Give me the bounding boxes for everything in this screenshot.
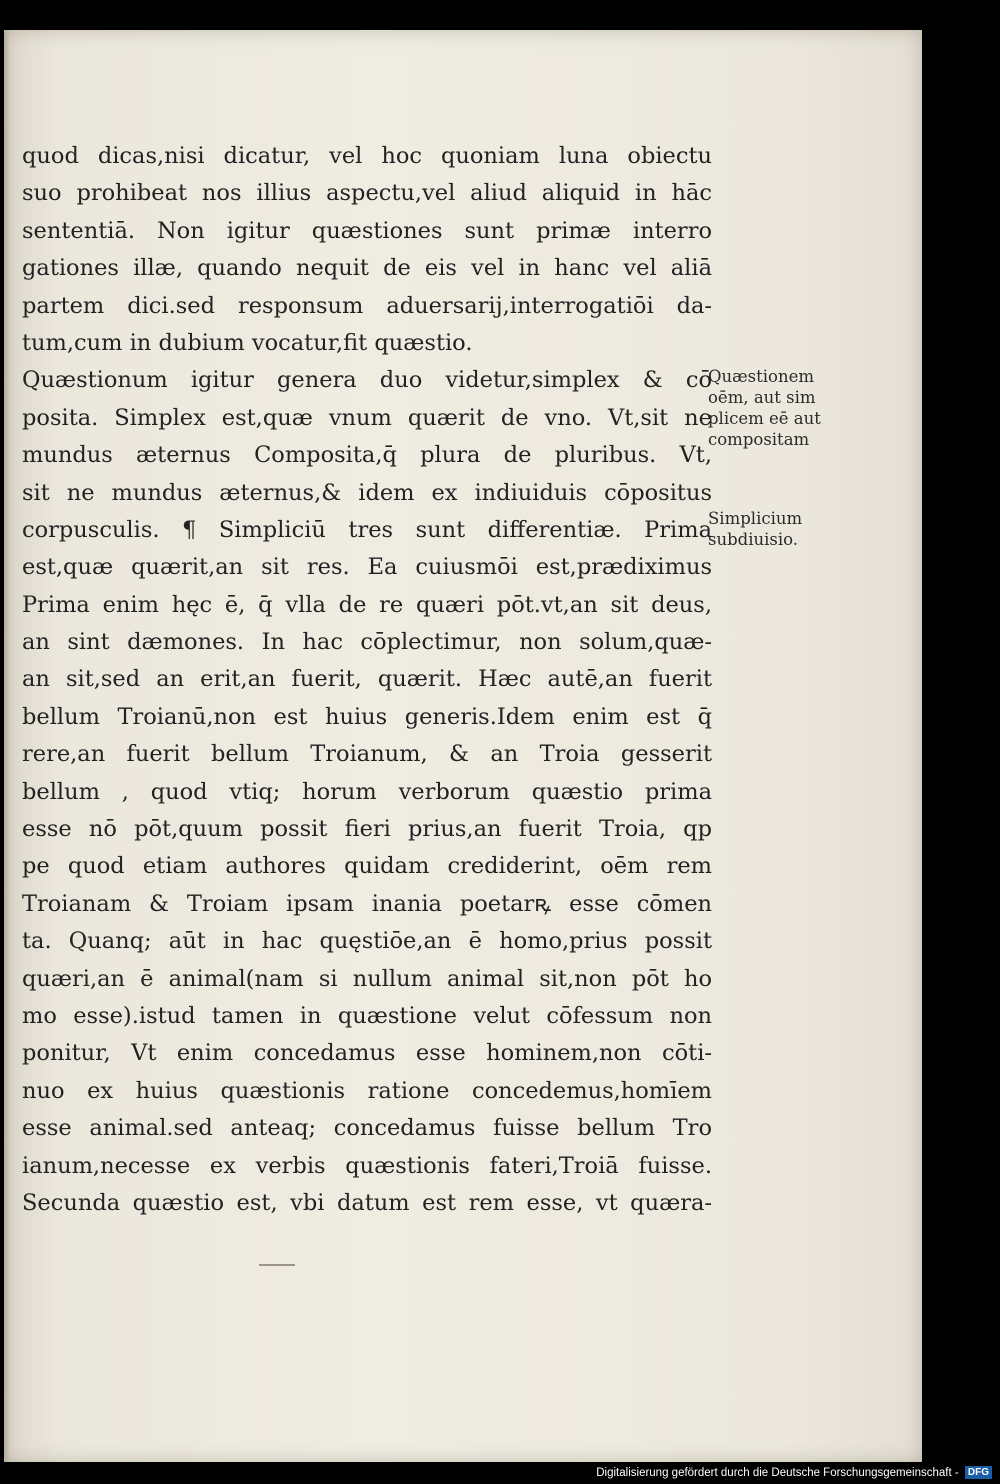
text-line: sit ne mundus æternus,& idem ex indiuiduis cōpositus [22, 479, 712, 506]
text-line: ianum,necesse ex verbis quæstionis fateri,Troiā fuisse. [22, 1152, 712, 1179]
text-line: esse animal.sed anteaq; concedamus fuisse bellum Tro [22, 1115, 712, 1142]
margin-note-line: subdiuisio. [708, 530, 799, 549]
margin-note-quaestionem [708, 366, 858, 450]
text-line: gationes illæ, quando nequit de eis vel in hanc vel aliā [22, 255, 712, 282]
text-line: ta. Quanq; aūt in hac quęstiōe,an ē homo,prius possit [22, 928, 712, 955]
margin-note-line: plicem eē aut [708, 409, 821, 428]
text-line: an sit,sed an erit,an fuerit, quærit. Hæc autē,an fuerit [22, 666, 712, 693]
text-line: Secunda quæstio est, vbi datum est rem esse, vt quæra- [22, 1189, 712, 1216]
margin-note-simplicium [708, 508, 858, 550]
text-line: bellum Troianū,non est huius generis.Idem enim est q̄ [22, 703, 712, 730]
text-line: bellum , quod vtiq; horum verborum quæstio prima [22, 778, 712, 805]
text-line: esse nō pōt,quum possit fieri prius,an fuerit Troia, qp [22, 816, 712, 843]
text-line: partem dici.sed responsum aduersarij,interrogatiōi da- [22, 292, 712, 319]
digitization-credit [596, 1466, 992, 1479]
text-line: an sint dæmones. In hac cōplectimur, non solum,quæ- [22, 629, 712, 656]
text-line: rere,an fuerit bellum Troianum, & an Troia gesserit [22, 741, 712, 768]
page-bottom-mark [259, 1264, 295, 1266]
text-line: Quæstionum igitur genera duo videtur,simplex & cō [22, 367, 712, 394]
text-line: pe quod etiam authores quidam crediderint, oēm rem [22, 853, 712, 880]
text-line: nuo ex huius quæstionis ratione concedemus,homīem [22, 1077, 712, 1104]
text-line: est,quæ quærit,an sit res. Ea cuiusmōi est,prædiximus [22, 554, 712, 581]
text-line: corpusculis. ¶ Simpliciū tres sunt differentiæ. Prima [22, 516, 712, 543]
margin-note-line: compositam [708, 430, 810, 449]
text-line: ponitur, Vt enim concedamus esse hominem,non cōti- [22, 1040, 712, 1067]
text-line: mo esse).istud tamen in quæstione velut cōfessum non [22, 1002, 712, 1029]
text-line: sententiā. Non igitur quæstiones sunt primæ interro [22, 217, 712, 244]
marginal-notes [708, 366, 858, 608]
text-line: suo prohibeat nos illius aspectu,vel aliud aliquid in hāc [22, 180, 712, 207]
margin-note-line: oēm, aut sim [708, 388, 816, 407]
text-line: posita. Simplex est,quæ vnum quærit de vno. Vt,sit ne [22, 404, 712, 431]
main-text-block [22, 138, 712, 1222]
text-line: quod dicas,nisi dicatur, vel hoc quoniam luna obiectu [22, 143, 712, 169]
text-line: Prima enim hęc ē, q̄ vlla de re quæri pōt.vt,an sit deus, [22, 591, 712, 618]
margin-note-line: Simplicium [708, 509, 803, 528]
text-line: quæri,an ē animal(nam si nullum animal sit,non pōt ho [22, 965, 712, 992]
scanned-book-page [4, 30, 922, 1462]
credit-text: Digitalisierung gefördert durch die Deutsche Forschungsgemeinschaft - [596, 1467, 959, 1479]
dfg-logo: DFG [965, 1466, 992, 1479]
text-line: mundus æternus Composita,q̄ plura de pluribus. Vt, [22, 442, 712, 469]
text-line: Troianam & Troiam ipsam inania poetarꝶ esse cōmen [22, 890, 712, 917]
text-line: tum,cum in dubium vocatur,fit quæstio. [22, 329, 473, 356]
margin-note-line: Quæstionem [708, 367, 815, 386]
